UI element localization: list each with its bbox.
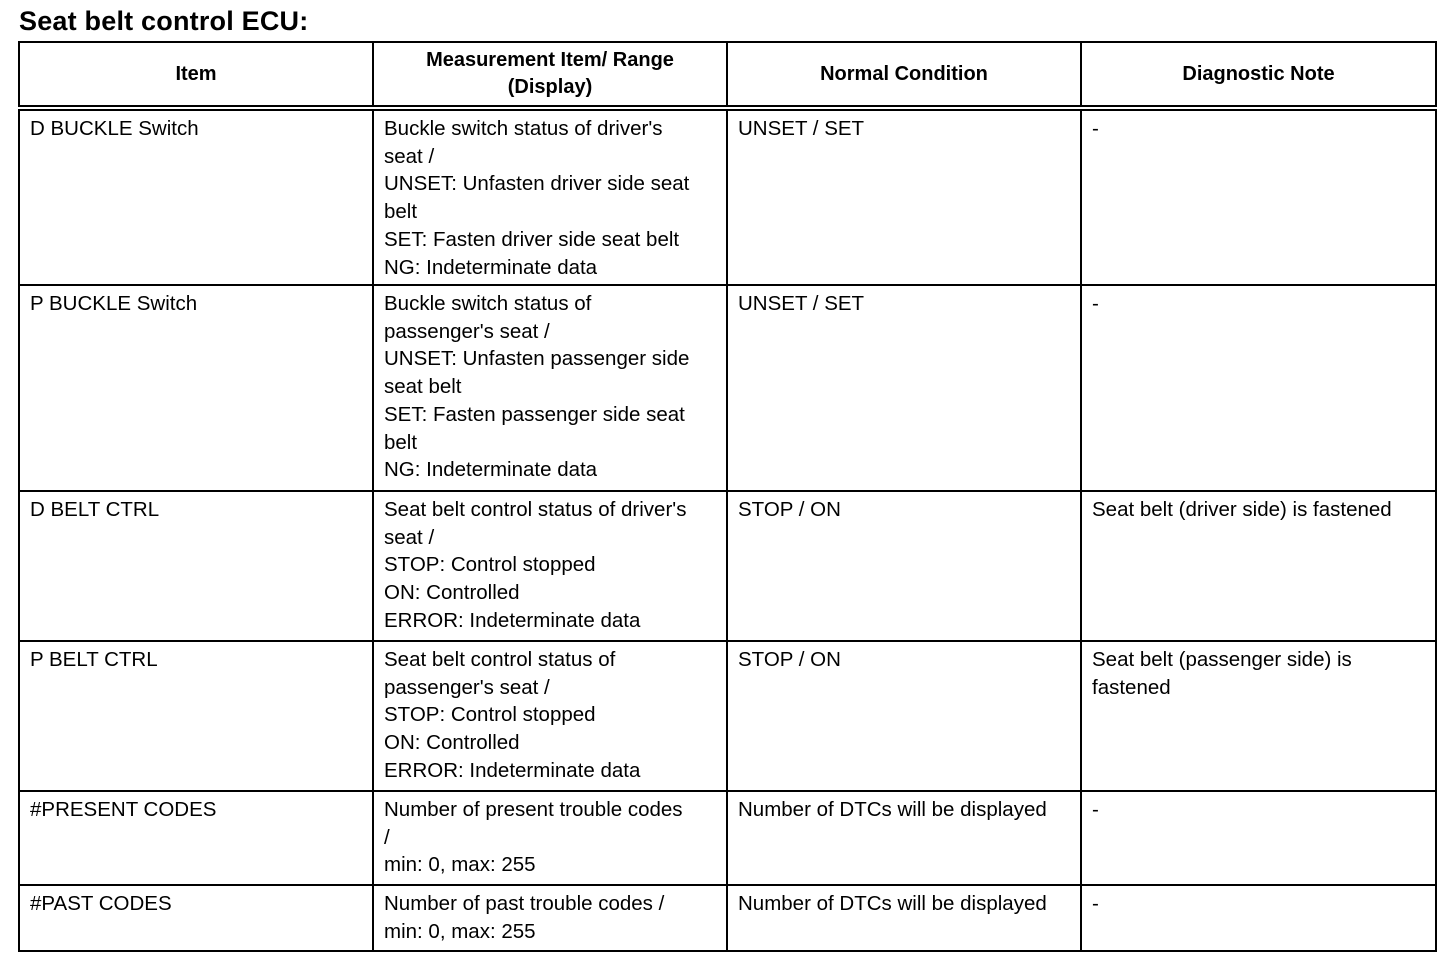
cell-item: #PAST CODES bbox=[19, 885, 373, 951]
page-title: Seat belt control ECU: bbox=[19, 6, 309, 36]
cell-normal-condition: STOP / ON bbox=[727, 491, 1081, 641]
cell-measurement: Buckle switch status of passenger's seat / UNSET: Unfasten passenger side seat belt SET: Fasten passenger side seat belt NG: Indeterminate data bbox=[373, 285, 727, 491]
cell-item: P BUCKLE Switch bbox=[19, 285, 373, 491]
cell-normal-condition: Number of DTCs will be displayed bbox=[727, 885, 1081, 951]
column-header-item: Item bbox=[19, 42, 373, 108]
cell-measurement: Number of present trouble codes / min: 0, max: 255 bbox=[373, 791, 727, 885]
data-list-table bbox=[18, 41, 1437, 952]
cell-diagnostic-note: - bbox=[1081, 885, 1436, 951]
cell-diagnostic-note: - bbox=[1081, 285, 1436, 491]
cell-item: #PRESENT CODES bbox=[19, 791, 373, 885]
column-header-normal-condition: Normal Condition bbox=[727, 42, 1081, 108]
table-row bbox=[19, 285, 1436, 491]
cell-diagnostic-note: Seat belt (driver side) is fastened bbox=[1081, 491, 1436, 641]
cell-measurement: Number of past trouble codes / min: 0, max: 255 bbox=[373, 885, 727, 951]
table-row bbox=[19, 641, 1436, 791]
table-row bbox=[19, 108, 1436, 285]
cell-item: D BUCKLE Switch bbox=[19, 108, 373, 285]
cell-normal-condition: UNSET / SET bbox=[727, 285, 1081, 491]
table-header-row bbox=[19, 42, 1436, 108]
table-row bbox=[19, 491, 1436, 641]
cell-normal-condition: STOP / ON bbox=[727, 641, 1081, 791]
cell-diagnostic-note: - bbox=[1081, 791, 1436, 885]
table-row bbox=[19, 885, 1436, 951]
cell-diagnostic-note: Seat belt (passenger side) is fastened bbox=[1081, 641, 1436, 791]
cell-measurement: Seat belt control status of passenger's seat / STOP: Control stopped ON: Controlled ERROR: Indeterminate data bbox=[373, 641, 727, 791]
column-header-diagnostic-note: Diagnostic Note bbox=[1081, 42, 1436, 108]
column-header-measurement: Measurement Item/ Range (Display) bbox=[373, 42, 727, 108]
cell-measurement: Seat belt control status of driver's seat / STOP: Control stopped ON: Controlled ERROR: Indeterminate data bbox=[373, 491, 727, 641]
cell-diagnostic-note: - bbox=[1081, 108, 1436, 285]
cell-item: D BELT CTRL bbox=[19, 491, 373, 641]
cell-item: P BELT CTRL bbox=[19, 641, 373, 791]
table-row bbox=[19, 791, 1436, 885]
cell-normal-condition: Number of DTCs will be displayed bbox=[727, 791, 1081, 885]
cell-normal-condition: UNSET / SET bbox=[727, 108, 1081, 285]
cell-measurement: Buckle switch status of driver's seat / UNSET: Unfasten driver side seat belt SET: Fasten driver side seat belt NG: Indeterminate data bbox=[373, 108, 727, 285]
